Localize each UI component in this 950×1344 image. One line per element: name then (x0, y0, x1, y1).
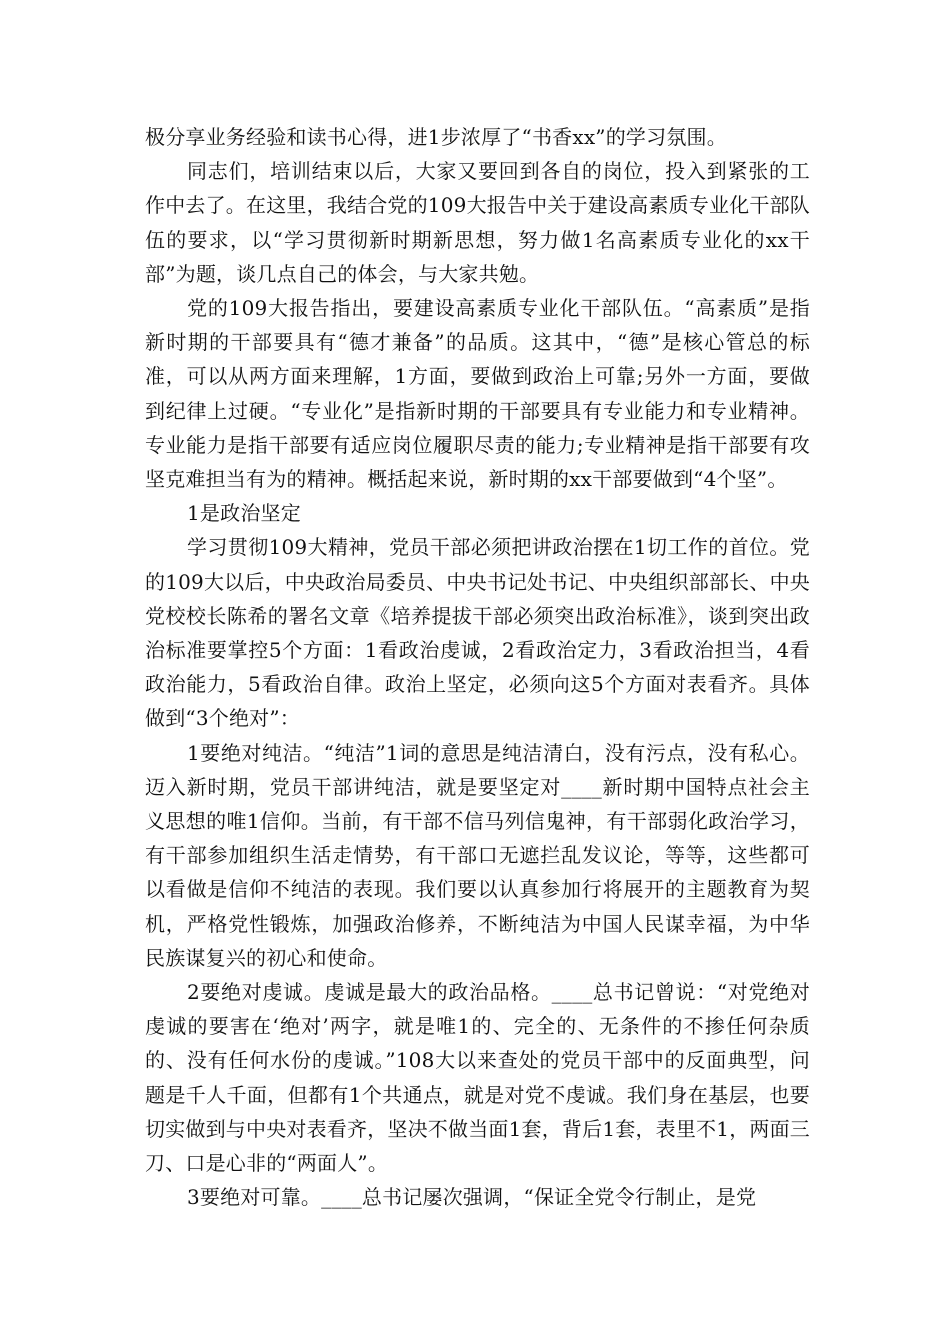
paragraph-5: 1要绝对纯洁。“纯洁”1词的意思是纯洁清白，没有污点，没有私心。迈入新时期，党员干部讲纯洁，就是要坚定对____新时期中国特点社会主义思想的唯1信仰。当前，有干部不信马列信鬼神，有干部弱化政治学习，有干部参加组织生活走情势，有干部口无遮拦乱发议论，等等，这些都可以看做是信仰不纯洁的表现。我们要以认真参加行将展开的主题教育为契机，严格党性锻炼，加强政治修养，不断纯洁为中国人民谋幸福，为中华民族谋复兴的初心和使命。 (145, 740, 810, 970)
paragraph-1: 极分享业务经验和读书心得，进1步浓厚了“书香xx”的学习氛围。 (145, 125, 727, 149)
section-heading-1: 1是政治坚定 (187, 501, 301, 526)
paragraph-4: 学习贯彻109大精神，党员干部必须把讲政治摆在1切工作的首位。党的109大以后，中央政治局委员、中央书记处书记、中央组织部部长、中央党校校长陈希的署名文章《培养提拔干部必须突出政治标准》，谈到突出政治标准要掌控5个方面：1看政治虔诚，2看政治定力，3看政治担当，4看政治能力，5看政治自律。政治上坚定，必须向这5个方面对表看齐。具体做到“3个绝对”： (145, 535, 810, 731)
paragraph-6: 2要绝对虔诚。虔诚是最大的政治品格。____总书记曾说：“对党绝对虔诚的要害在‘绝对’两字，就是唯1的、完全的、无条件的不掺任何杂质的、没有任何水份的虔诚。”108大以来查处的党员干部中的反面典型，问题是千人千面，但都有1个共通点，就是对党不虔诚。我们身在基层，也要切实做到与中央对表看齐，坚决不做当面1套，背后1套，表里不1，两面三刀、口是心非的“两面人”。 (145, 980, 810, 1176)
document-body (145, 120, 810, 1215)
paragraph-2: 同志们，培训结束以后，大家又要回到各自的岗位，投入到紧张的工作中去了。在这里，我结合党的109大报告中关于建设高素质专业化干部队伍的要求，以“学习贯彻新时期新思想，努力做1名高素质专业化的xx干部”为题，谈几点自己的体会，与大家共勉。 (145, 159, 810, 286)
paragraph-3: 党的109大报告指出，要建设高素质专业化干部队伍。“高素质”是指新时期的干部要具有“德才兼备”的品质。这其中，“德”是核心管总的标准，可以从两方面来理解，1方面，要做到政治上可靠;另外一方面，要做到纪律上过硬。“专业化”是指新时期的干部要具有专业能力和专业精神。专业能力是指干部要有适应岗位履职尽责的能力;专业精神是指干部要有攻坚克难担当有为的精神。概括起来说，新时期的xx干部要做到“4个坚”。 (145, 296, 810, 492)
paragraph-7: 3要绝对可靠。____总书记屡次强调，“保证全党令行制止，是党 (187, 1185, 757, 1210)
